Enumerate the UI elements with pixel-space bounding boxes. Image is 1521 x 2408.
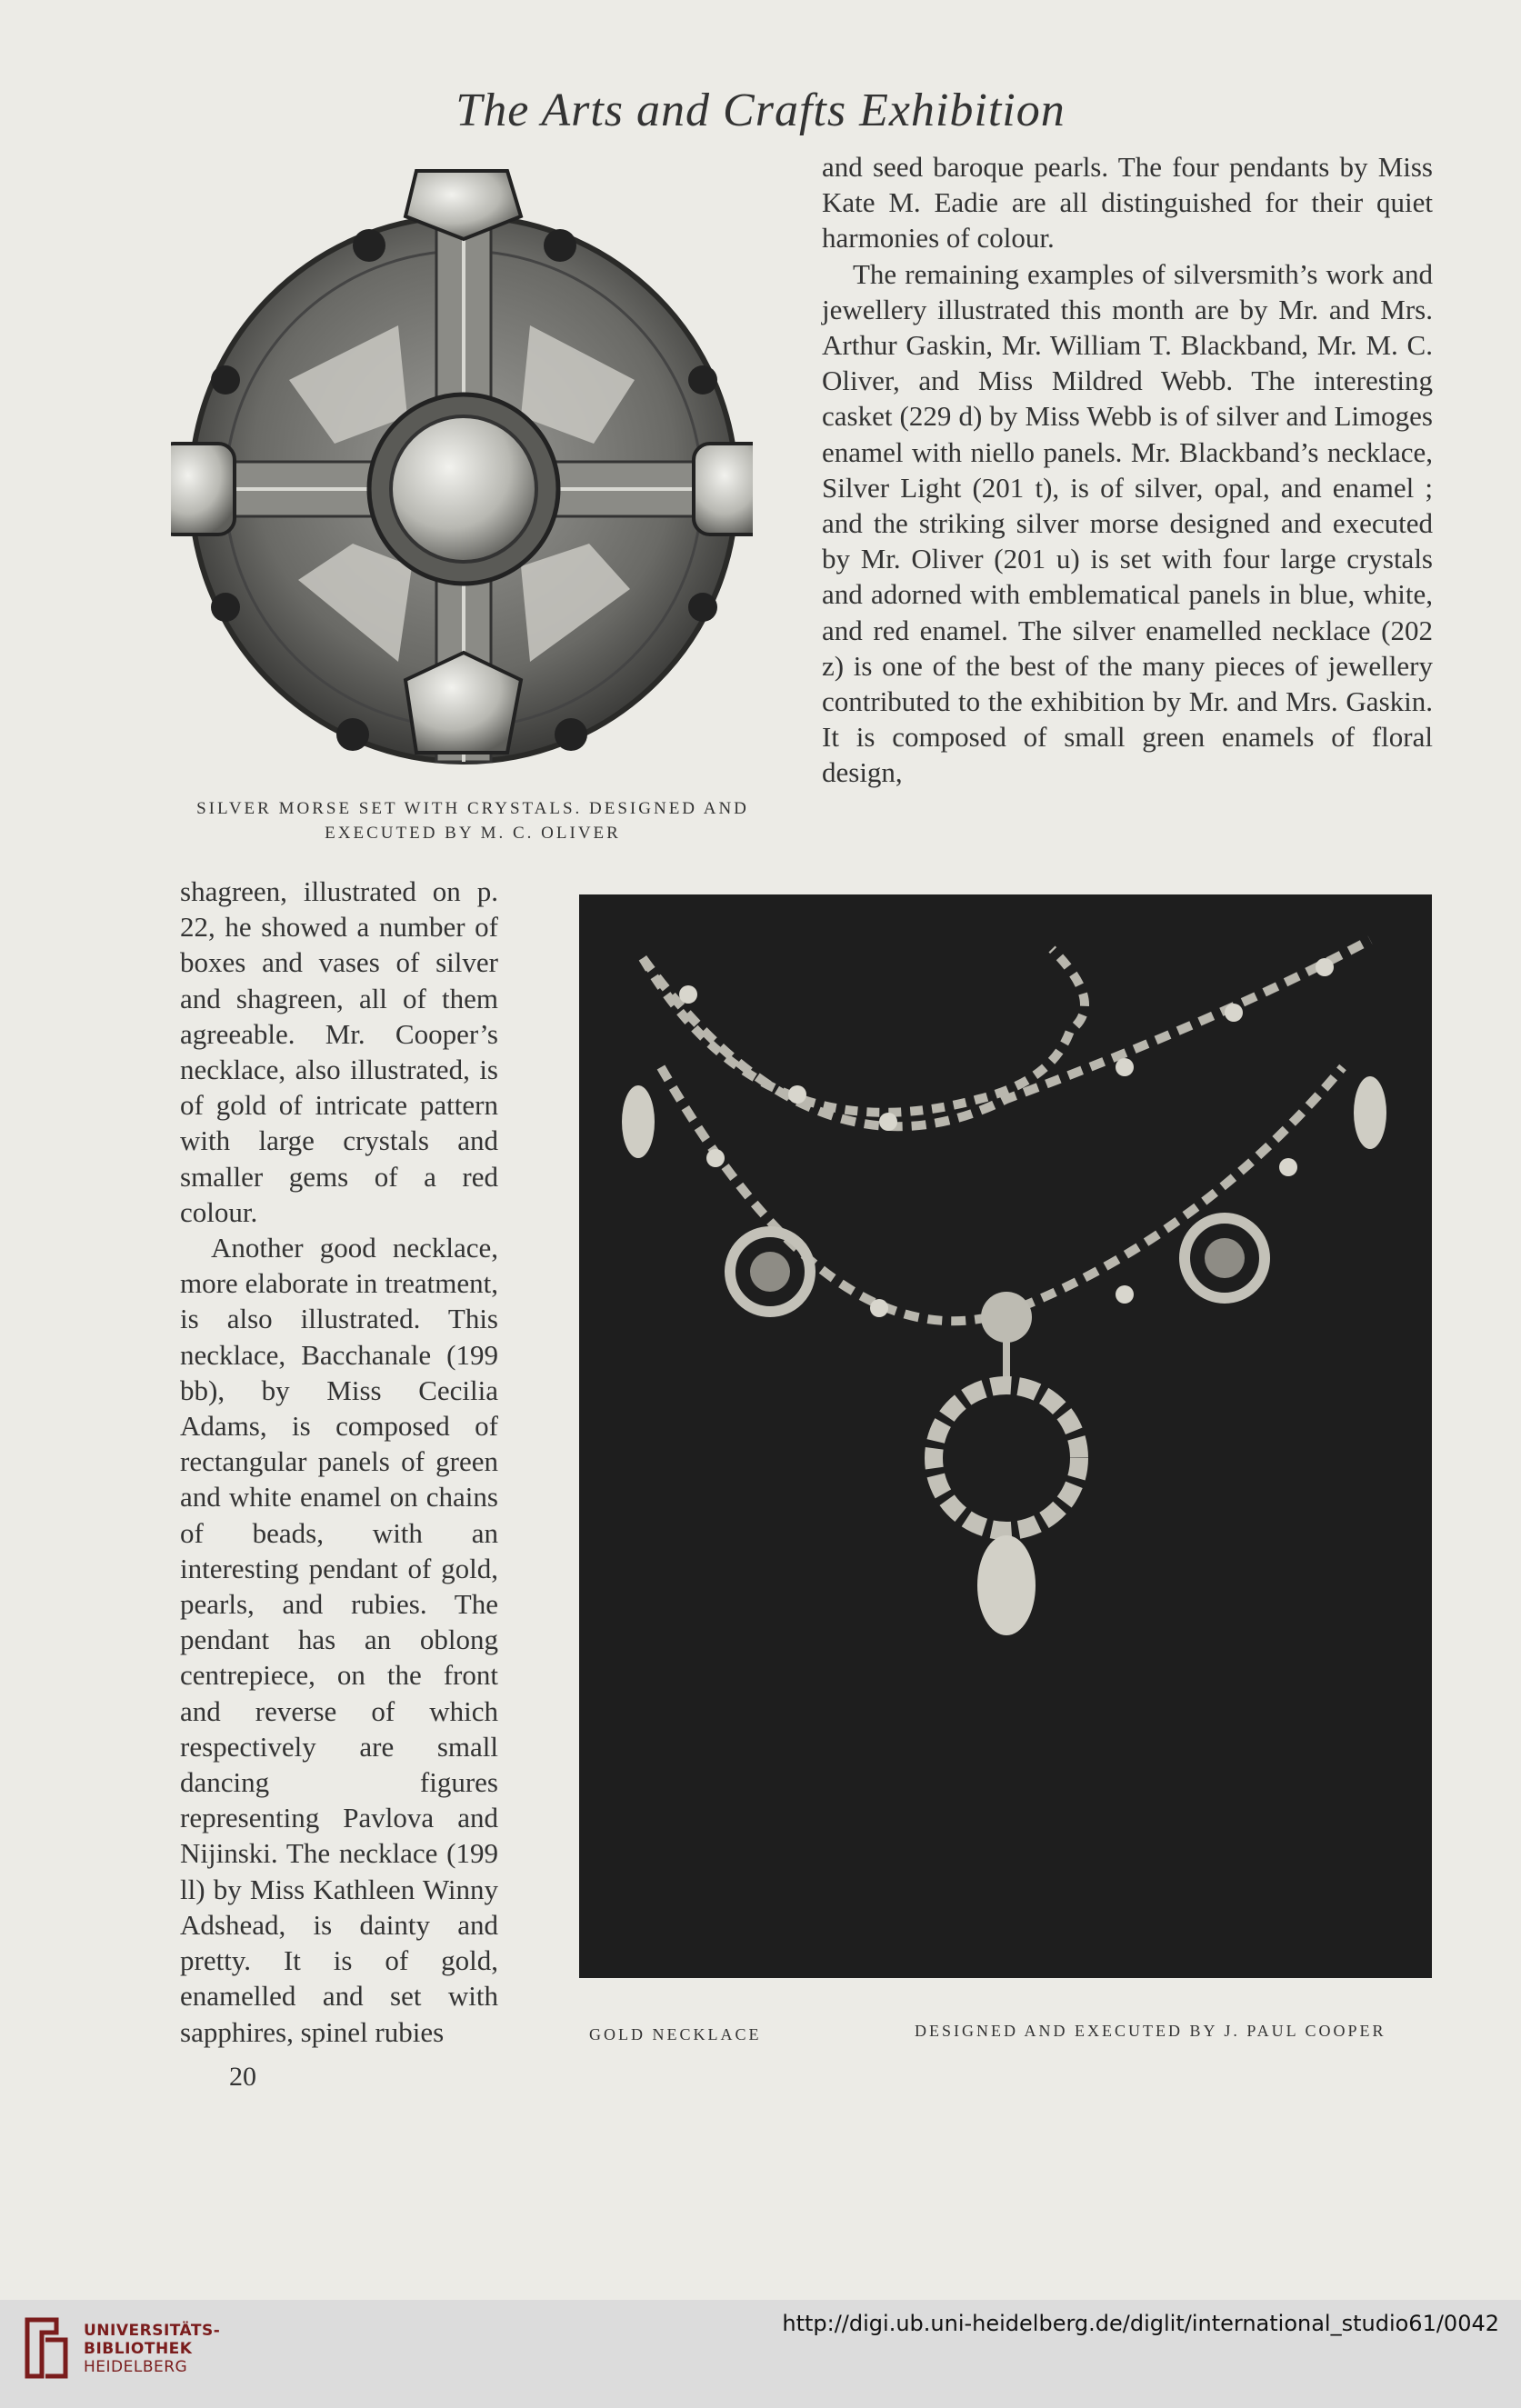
page-number: 20: [229, 2062, 256, 2092]
running-title: The Arts and Crafts Exhibition: [455, 85, 1066, 136]
library-name-line-1: UNIVERSITÄTS-: [84, 2322, 221, 2340]
necklace-caption-credit: DESIGNED AND EXECUTED BY J. PAUL COOPER: [915, 2022, 1386, 2040]
necklace-caption-title: GOLD NECKLACE: [589, 2025, 762, 2043]
library-name-line-3: HEIDELBERG: [84, 2358, 188, 2376]
library-name-line-2: BIBLIOTHEK: [84, 2340, 193, 2358]
right-paragraph-2: The remaining examples of silversmith’s work and jewellery illustrated this month are by Mr. and Mrs. Arthur Gaskin, Mr. William T. Blackband, Mr. M. C. Oliver, and Miss Mildred Webb. The interesting casket (229 d) by Miss Webb is of silver and Limoges enamel with niello panels. Mr. Blackband’s necklace, Silver Light (201 t), is of silver, opal, and enamel ; and the striking silver morse designed and executed by Mr. Oliver (201 u) is set with four large crystals and adorned with emblematical panels in blue, white, and red enamel. The silver enamelled necklace (202 z) is one of the best of the many pieces of jewellery contributed to the exhibition by Mr. and Mrs. Gaskin. It is composed of small green enamels of floral design,: [822, 257, 1433, 789]
library-name: [84, 2322, 220, 2376]
source-url-link[interactable]: http://digi.ub.uni-heidelberg.de/diglit/international_studio61/0042: [782, 2311, 1499, 2336]
silver-morse-illustration: [171, 153, 753, 789]
right-paragraph-1: and seed baroque pearls. The four pendants by Miss Kate M. Eadie are all distinguished for their quiet harmonies of colour.: [822, 151, 1433, 255]
brooch-caption: SILVER MORSE SET WITH CRYSTALS. DESIGNED AND EXECUTED BY M. C. OLIVER: [196, 799, 749, 843]
left-text-column: [180, 874, 498, 2050]
left-paragraph-1: shagreen, illustrated on p. 22, he showed a number of boxes and vases of silver and shagreen, all of them agreeable. Mr. Cooper’s necklace, also illustrated, is of gold of intricate pattern with large crystals and smaller gems of a red colour.: [180, 875, 498, 1228]
library-logo-icon: [20, 2314, 71, 2382]
right-text-column: [822, 149, 1433, 791]
gold-necklace-photograph: [579, 894, 1432, 1978]
left-paragraph-2: Another good necklace, more elaborate in treatment, is also illustrated. This necklace, Bacchanale (199 bb), by Miss Cecilia Adams, is composed of rectangular panels of green and white enamel on chains of beads, with an interesting pendant of gold, pearls, and rubies. The pendant has an oblong centrepiece, on the front and reverse of which respectively are small dancing figures representing Pavlova and Nijinski. The necklace (199 ll) by Miss Kathleen Winny Adshead, is dainty and pretty. It is of gold, enamelled and set with sapphires, spinel rubies: [180, 1232, 498, 2048]
